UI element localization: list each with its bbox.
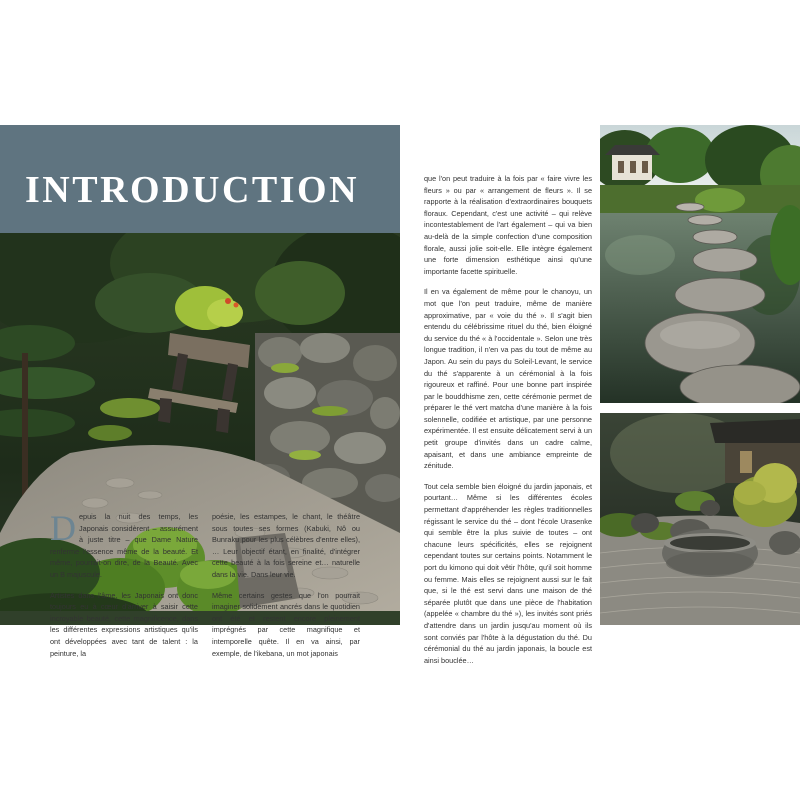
stepping-stones-pond-photo xyxy=(600,125,800,403)
body-paragraph: que l'on peut traduire à la fois par « faire vivre les fleurs » ou par « arrangement de fleurs ». Il se rapporte à la réalisation d'extraordinaires bouquets floraux. Cependant, c'est une activité – qui relève incontestablement de l'art également – qui va bien au-delà de la simple confection d'une composition florale, aussi jolie soit-elle. Elle intègre également une forte dimension esthétique ainsi qu'une importante facette spirituelle. xyxy=(424,174,592,276)
title-band xyxy=(0,125,400,233)
left-column-2 xyxy=(212,511,360,668)
left-page xyxy=(0,125,400,658)
left-column-1 xyxy=(50,508,198,668)
body-paragraph: Tout cela semble bien éloigné du jardin japonais, et pourtant… Même si les différentes écoles permettant d'appréhender les règles traditionnelles régissant le service du thé – dont l'école Urasenke qui semble être la plus suivie de toutes – ont chacune leurs spécificités, elles se rejoignent cependant toutes sur certains points. Notamment le port du kimono qui doit vêtir l'hôte, qu'il soit homme ou femme. Mais elles se rejoignent aussi sur le fait que, si le thé est servi dans une maison de thé séparée plutôt que dans une pièce de l'habitation (appelée « chambre du thé »), les invités sont priés d'attendre dans un jardin jusqu'au moment où ils sont conviés par l'hôte à la dégustation du thé. Du cérémonial du thé au jardin japonais, la boucle est ainsi bouclée… xyxy=(424,481,592,665)
chapter-title: INTRODUCTION xyxy=(25,169,360,211)
zen-garden-bowl-photo xyxy=(600,413,800,625)
body-paragraph: Il en va également de même pour le chanoyu, un mot que l'on peut traduire, même de manière approximative, par « voie du thé ». Il s'agit bien entendu du célébrissime rituel du thé, bien éloigné du service du thé « à l'occidentale ». Selon une très longue tradition, il n'en va pas du tout de même au Japon. Au sein du pays du Soleil-Levant, le service du thé s'apparente à un cérémonial à la fois rigoureux et raffiné. Pour une bonne part inspirée par le bouddhisme zen, cette cérémonie permet de préparer le thé vert matcha d'une manière à la fois solennelle, codifiée et artistique, par une personne expérimentée. Il est ensuite délicatement servi à un petit groupe d'invités dans un cadre calme, apaisant, et dans une ambiance empreinte de zénitude. xyxy=(424,287,592,471)
right-column-1 xyxy=(424,173,592,675)
right-page xyxy=(400,125,800,665)
body-paragraph: Même certains gestes que l'on pourrait imaginer solidement ancrés dans le quotidien ont été et restent encore pleinement imprégnés par cette magnifique et intemporelle quête. Il en va ainsi, par exemple, de l'ikebana, un mot japonais xyxy=(212,590,360,658)
body-paragraph: poésie, les estampes, le chant, le théâtre sous toutes ses formes (Kabuki, Nô ou Bunraku pour les plus célèbres d'entre elles), … Leur objectif étant, en finalité, d'intégrer cette beauté à la fois sereine et… naturelle dans la vie. Dans leur vie. xyxy=(212,512,360,579)
drop-cap: D xyxy=(50,508,76,548)
intro-paragraph: Depuis la nuit des temps, les Japonais considèrent – assurément à juste titre – que Dame Nature renferme l'essence même de la beauté. Et même, pourrait-on dire, de la Beauté. Avec un B majuscule. xyxy=(50,508,198,579)
body-paragraph: Artistes dans l'âme, les Japonais ont donc toujours eu à cœur d'arriver à saisir cette incroyable beauté, cette magnificence, dans les différentes expressions artistiques qu'ils ont développées avec tant de talent : la peinture, la xyxy=(50,590,198,658)
book-spread xyxy=(0,125,800,665)
